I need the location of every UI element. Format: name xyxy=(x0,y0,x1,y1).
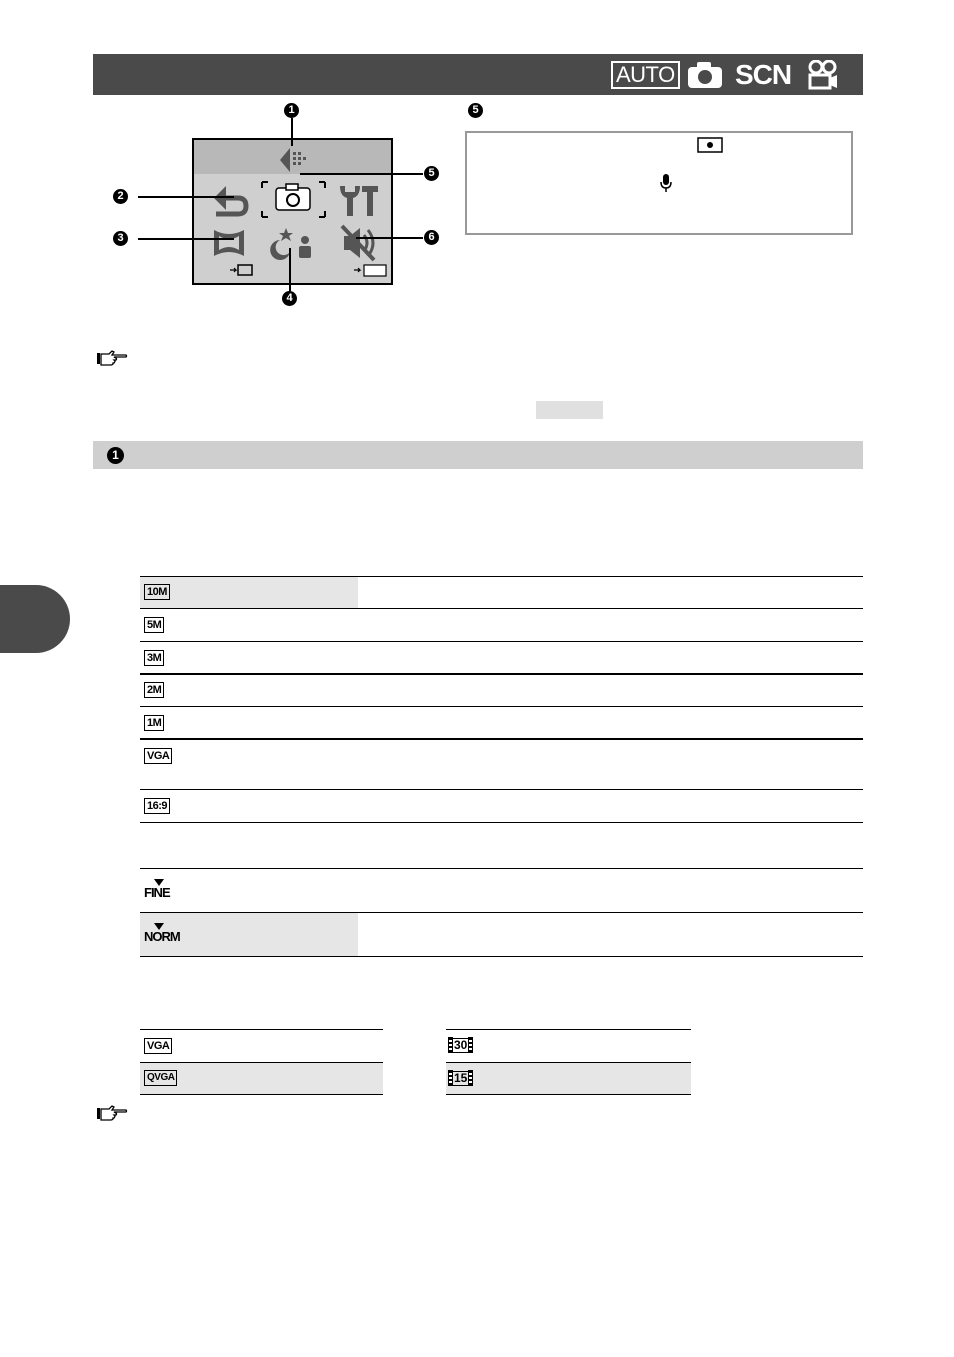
gray-label-chip xyxy=(536,401,603,419)
table-row xyxy=(446,1063,691,1095)
callout-4: 4 xyxy=(282,291,297,306)
table-row xyxy=(140,1030,383,1063)
silent-mode-icon xyxy=(342,226,374,260)
auto-mode-badge: AUTO xyxy=(611,54,680,95)
info-callout-5: 5 xyxy=(468,103,483,118)
pointing-hand-icon xyxy=(96,1104,128,1127)
movie-camera-icon xyxy=(807,54,839,95)
callout-6: 6 xyxy=(424,230,439,245)
camera-lcd-menu-illustration xyxy=(192,138,393,285)
wrench-hammer-icon xyxy=(340,186,378,216)
spot-metering-icon xyxy=(697,137,723,158)
table-row xyxy=(140,790,863,823)
size-16-9-icon: 16:9 xyxy=(144,798,170,814)
section-number: 1 xyxy=(107,447,124,464)
size-1m-icon: 1M xyxy=(144,715,164,731)
movie-vga-icon: VGA xyxy=(144,1038,172,1054)
page-header-bar xyxy=(93,54,863,95)
size-10m-icon: 10M xyxy=(144,584,170,600)
size-vga-icon: VGA xyxy=(144,748,172,764)
table-row xyxy=(140,707,863,740)
panorama-icon xyxy=(214,230,244,256)
table-row xyxy=(140,869,863,913)
table-row xyxy=(140,675,863,707)
microphone-icon xyxy=(660,173,672,198)
leader-line xyxy=(289,248,291,291)
movie-qvga-icon: QVGA xyxy=(144,1070,177,1086)
callout-2: 2 xyxy=(113,189,128,204)
leader-line xyxy=(356,237,423,239)
size-3m-icon: 3M xyxy=(144,650,164,666)
scene-mode-badge: SCN xyxy=(735,58,792,90)
leader-line xyxy=(300,173,423,175)
info-box xyxy=(465,131,853,235)
night-portrait-icon xyxy=(270,228,311,260)
quality-norm-icon: NORM xyxy=(144,923,180,944)
callout-5: 5 xyxy=(424,166,439,181)
table-row xyxy=(140,740,863,790)
table-row xyxy=(140,1063,383,1095)
section-header-bar xyxy=(93,441,863,469)
size-5m-icon: 5M xyxy=(144,617,164,633)
table-row xyxy=(140,913,863,957)
chapter-tab xyxy=(0,585,70,653)
quality-fine-icon: FINE xyxy=(144,879,170,900)
table-row xyxy=(140,577,863,609)
table-row xyxy=(140,609,863,642)
callout-1: 1 xyxy=(284,103,299,118)
camera-icon xyxy=(687,54,723,95)
callout-3: 3 xyxy=(113,231,128,246)
frame-rate-15-icon: 15 xyxy=(448,1070,473,1086)
leader-line xyxy=(138,238,234,240)
table-row xyxy=(140,642,863,675)
leader-line xyxy=(138,196,234,198)
leader-line xyxy=(291,118,293,146)
table-row xyxy=(446,1030,691,1063)
frame-rate-30-icon: 30 xyxy=(448,1037,473,1053)
pointing-hand-icon xyxy=(96,349,128,372)
size-2m-icon: 2M xyxy=(144,682,164,698)
row-highlight xyxy=(140,577,358,608)
